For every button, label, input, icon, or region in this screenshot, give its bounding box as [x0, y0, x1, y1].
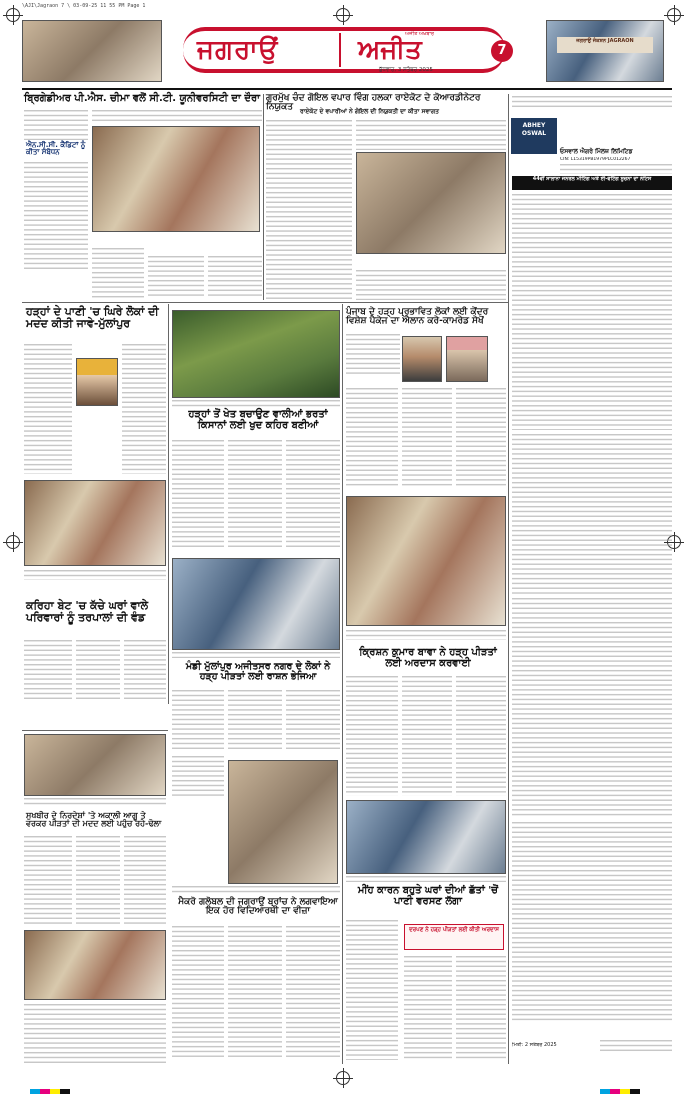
article-text — [24, 344, 72, 474]
article-text — [356, 270, 506, 300]
article-text — [24, 110, 88, 140]
article-text — [402, 388, 452, 488]
notice-text — [512, 194, 672, 430]
notice-title: 44ਵੀਂ ਸਾਲਾਨਾ ਜਨਰਲ ਮੀਟਿੰਗ ਅਤੇ ਈ-ਵੋਟਿੰਗ ਸੂਚਨਾ ਦਾ ਨੋਟਿਸ — [512, 176, 672, 190]
company-name: ਓਸਵਾਲ ਐਗਰੋ ਮਿੱਲਜ਼ ਲਿਮਿਟਿਡ — [560, 148, 633, 155]
page-number: 7 — [491, 40, 513, 62]
article-text — [172, 400, 340, 408]
article-text — [346, 630, 506, 640]
logo-line-2: OSWAL — [521, 130, 547, 137]
article-text — [24, 1004, 166, 1064]
subhead-raikot-traders: ਰਾਏਕੋਟ ਦੇ ਵਪਾਰੀਆਂ ਨੇ ਗੋਇਲ ਦੀ ਨਿਯੁਕਤੀ ਦਾ ਕੀਤਾ ਸਵਾਗਤ — [300, 108, 439, 115]
article-text — [346, 876, 506, 882]
article-text — [228, 690, 282, 750]
registration-mark-icon — [6, 8, 20, 22]
akali-meeting-photo — [24, 734, 166, 796]
article-text — [172, 756, 224, 796]
inset-box: ਦਰਪਣ ਨੇ ਹੜ੍ਹ ਪੀੜਤਾਂ ਲਈ ਕੀਤੀ ਅਰਦਾਸ — [404, 924, 504, 950]
flood-relief-photo — [346, 496, 506, 626]
article-text — [124, 640, 166, 700]
masthead-building-photo — [22, 20, 162, 82]
article-text — [346, 920, 398, 1060]
abhey-oswal-logo — [511, 118, 557, 154]
column-divider — [168, 304, 169, 704]
headline-bawa-prayer: ਕ੍ਰਿਸ਼ਨ ਕੁਮਾਰ ਬਾਵਾ ਨੇ ਹੜ੍ਹ ਪੀੜਤਾਂ ਲਈ ਅਰਦਾਸ ਕਰਵਾਈ — [359, 647, 497, 669]
notice-text — [512, 822, 672, 1022]
notice-text — [600, 1040, 672, 1054]
headline-ncc-cadets: ਐਨ.ਸੀ.ਸੀ. ਕੈਡਿਟਾਂ ਨੂੰ ਕੀਤਾ ਸੰਬੋਧਨ — [26, 141, 86, 157]
article-text — [76, 836, 120, 926]
article-text — [402, 676, 452, 796]
article-text — [92, 110, 262, 122]
article-text — [228, 440, 282, 550]
article-text — [286, 926, 340, 1060]
logo-line-1: ABHEY — [522, 122, 546, 129]
headline-ct-university: ਬ੍ਰਿਗੇਡੀਅਰ ਪੀ.ਐਸ. ਚੀਮਾ ਵਲੋਂ ਸੀ.ਟੀ. ਯੂਨੀਵਰਸਿਟੀ ਦਾ ਦੌਰਾ — [24, 93, 261, 104]
article-text — [346, 334, 400, 374]
station-sign: ਜਗਰਾਉਂ ਜੰਕਸ਼ਨ JAGRAON — [557, 37, 653, 53]
leaking-roof-photo — [346, 800, 506, 874]
article-text — [266, 120, 352, 300]
registration-mark-icon — [336, 8, 350, 22]
article-text — [24, 640, 72, 700]
masthead — [183, 27, 505, 73]
section-rule — [22, 302, 508, 303]
registration-mark-icon — [6, 535, 20, 549]
article-text — [92, 248, 144, 298]
article-text — [172, 926, 224, 1060]
article-text — [124, 836, 166, 926]
article-text — [208, 256, 262, 296]
file-line: \AJI\Jagraon 7 \ 03-09-25 11 55 PM Page 1 — [22, 3, 146, 9]
ct-university-photo — [92, 126, 260, 232]
article-text — [404, 956, 452, 1060]
article-text — [346, 388, 398, 488]
masthead-rule — [22, 88, 672, 90]
ration-truck-photo — [172, 558, 340, 650]
article-text — [24, 836, 72, 926]
article-text — [456, 676, 506, 796]
article-text — [456, 388, 506, 488]
headline-tarpaulin-distribution: ਕਰਿਹਾ ਬੇਟ 'ਚ ਕੱਚੇ ਘਰਾਂ ਵਾਲੇ ਪਰਿਵਾਰਾਂ ਨੂੰ ਤਰਪਾਲਾਂ ਦੀ ਵੰਡ — [26, 599, 149, 624]
registration-mark-icon — [667, 8, 681, 22]
headline-embankments: ਹੜ੍ਹਾਂ ਤੋਂ ਖੇਤ ਬਚਾਉਣ ਵਾਲੀਆਂ ਭਰਤਾਂ ਕਿਸਾਨਾਂ ਲਈ ਖੁਦ ਕਹਿਰ ਬਣੀਆਂ — [188, 409, 328, 431]
masthead-title-city: ਜਗਰਾਉਂ — [197, 35, 279, 65]
company-cin: CIN: L15319PB1979PLC012267 — [560, 157, 631, 162]
article-text — [122, 344, 166, 474]
article-text — [76, 640, 120, 700]
portrait-photo — [76, 358, 118, 406]
portrait-photo — [446, 336, 488, 382]
article-text — [286, 440, 340, 550]
headline-mullanpur-floods: ਹੜ੍ਹਾਂ ਦੇ ਪਾਣੀ 'ਚ ਘਿਰੇ ਲੋਕਾਂ ਦੀ ਮਦਦ ਕੀਤੀ ਜਾਵੇ-ਮੁੱਲਾਂਪੁਰ — [26, 305, 159, 330]
article-text — [148, 256, 204, 296]
article-text — [24, 570, 166, 580]
article-text — [172, 690, 224, 750]
section-rule — [22, 730, 168, 731]
print-color-bar — [0, 1075, 687, 1089]
article-text — [356, 120, 506, 150]
article-text — [172, 440, 224, 550]
headline-goyal-coordinator: ਗੁਰਮੁੱਖ ਚੰਦ ਗੋਇਲ ਵਪਾਰ ਵਿੰਗ ਹਲਕਾ ਰਾਏਕੋਟ ਦੇ ਕੋਆਰਡੀਨੇਟਰ ਨਿਯੁਕਤ — [266, 93, 481, 113]
headline-ration-sent: ਮੰਡੀ ਮੁੱਲਾਂਪੁਰ ਅਜੀਤਸਰ ਨਗਰ ਦੇ ਲੋਕਾਂ ਨੇ ਹੜ੍ਹ ਪੀੜਤਾਂ ਲਈ ਰਾਸ਼ਨ ਭੇਜਿਆ — [185, 661, 331, 682]
notice-text — [512, 434, 672, 594]
column-divider — [342, 304, 343, 1064]
visa-handover-photo — [228, 760, 338, 884]
article-text — [228, 926, 282, 1060]
article-text — [172, 886, 340, 894]
issue-date: ਬੁੱਧਵਾਰ, 3 ਸਤੰਬਰ 2025 — [379, 67, 433, 73]
column-divider — [263, 94, 264, 300]
article-text — [24, 798, 166, 806]
notice-footer: ਮਿਤੀ: 2 ਸਤੰਬਰ 2025 — [512, 1042, 557, 1048]
mullanpur-visit-photo — [24, 480, 166, 566]
article-text — [24, 162, 88, 272]
column-divider — [508, 94, 509, 1064]
masthead-divider — [339, 33, 341, 67]
article-text — [346, 676, 398, 796]
notice-text — [512, 96, 672, 110]
masthead-station-photo — [546, 20, 664, 82]
masthead-title-paper: ਅਜੀਤ — [358, 35, 422, 65]
embankment-photo — [172, 310, 340, 398]
notice-text — [560, 164, 672, 174]
headline-macro-global-visa: ਮੈਕਰੋ ਗਲੋਬਲ ਦੀ ਜਗਰਾਉਂ ਬ੍ਰਾਂਚ ਨੇ ਲਗਵਾਇਆ ਇਕ ਹੋਰ ਵਿਦਿਆਰਥੀ ਦਾ ਵੀਜ਼ਾ — [178, 897, 338, 917]
goyal-appointment-photo — [356, 152, 506, 254]
headline-sekhon-package: ਪੰਜਾਬ ਦੇ ਹੜ੍ਹ ਪ੍ਰਭਾਵਿਤ ਲੋਕਾਂ ਲਈ ਕੇਂਦਰ ਵਿਸ਼ੇਸ਼ ਪੈਕੇਜ ਦਾ ਐਲਾਨ ਕਰੇ-ਕਾਮਰੇਡ ਸੇਖੋਂ — [346, 307, 489, 327]
article-text — [286, 690, 340, 750]
relief-distribution-photo — [24, 930, 166, 1000]
masthead-tagline: ਅਜੀਤ ਅਖ਼ਬਾਰ — [405, 31, 434, 37]
article-text — [456, 956, 506, 1060]
portrait-photo — [402, 336, 442, 382]
notice-text — [512, 598, 672, 818]
headline-rain-leaking-roofs: ਮੀਂਹ ਕਾਰਨ ਬਹੁਤੇ ਘਰਾਂ ਦੀਆਂ ਛੱਤਾਂ 'ਚੋਂ ਪਾਣੀ ਵਰਸਣ ਲੱਗਾ — [357, 885, 499, 907]
headline-sukhbir-directions: ਸੁਖਬੀਰ ਦੇ ਨਿਰਦੇਸ਼ਾਂ 'ਤੇ ਅਕਾਲੀ ਆਗੂ ਤੇ ਵਰਕਰ ਪੀੜਤਾਂ ਦੀ ਮਦਦ ਲਈ ਪਹੁੰਚ ਰਹੇ-ਢੋਲਾ — [26, 811, 162, 829]
article-text — [172, 652, 340, 658]
